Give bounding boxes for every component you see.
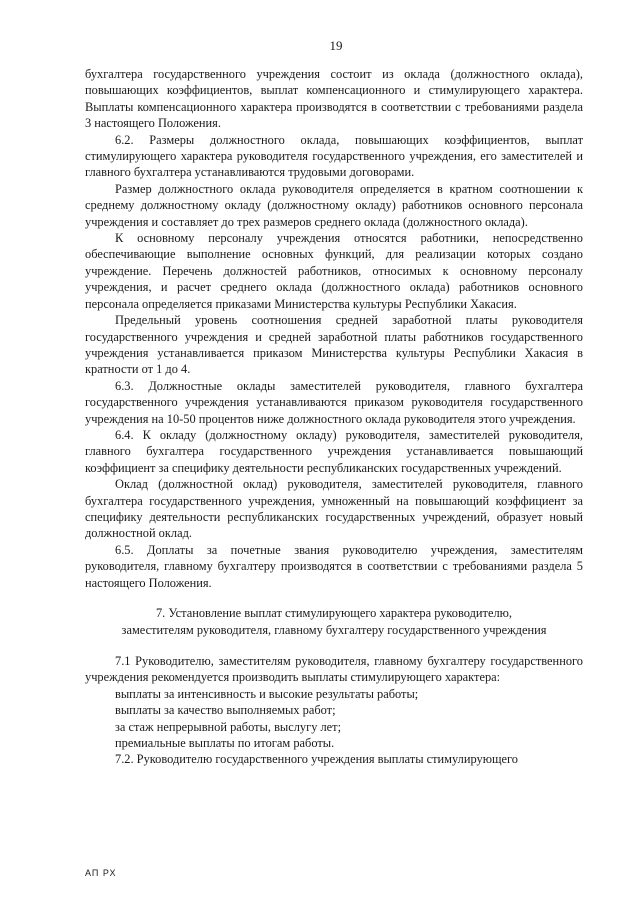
- paragraph-new-salary: Оклад (должностной оклад) руководителя, заместителей руководителя, главного бухгалтера государственного учреждения, умноженный на повышающий коэффициент за специфику деятельности республиканских государственных учреждений, образует новый должностной оклад.: [85, 477, 583, 541]
- section-heading-line2: заместителям руководителя, главному бухгалтеру государственного учреждения: [121, 623, 547, 637]
- list-item: выплаты за качество выполняемых работ;: [115, 703, 336, 718]
- paragraph-6-2: 6.2. Размеры должностного оклада, повышающих коэффициентов, выплат стимулирующего характера руководителя государственного учреждения, его заместителей и главного бухгалтера устанавливаются трудовыми договорами.: [85, 132, 583, 180]
- paragraph-7-2: 7.2. Руководителю государственного учреждения выплаты стимулирующего: [115, 752, 518, 767]
- section-7-heading: [75, 605, 593, 639]
- list-item: премиальные выплаты по итогам работы.: [115, 736, 335, 751]
- footer-stamp: АП РХ: [85, 868, 117, 878]
- paragraph-6-5: 6.5. Доплаты за почетные звания руководителю учреждения, заместителям руководителя, главному бухгалтеру производятся в соответствии с требованиями раздела 5 настоящего Положения.: [85, 542, 583, 590]
- paragraph-7-1: 7.1 Руководителю, заместителям руководителя, главному бухгалтеру государственного учреждения рекомендуется производить выплаты стимулирующего характера:: [85, 654, 583, 685]
- page-number: 19: [329, 38, 343, 53]
- list-item: выплаты за интенсивность и высокие результаты работы;: [115, 686, 419, 701]
- section-heading-line1: 7. Установление выплат стимулирующего характера руководителю,: [155, 606, 512, 620]
- paragraph-6-3: 6.3. Должностные оклады заместителей руководителя, главного бухгалтера государственного учреждения устанавливаются приказом руководителя государственного учреждения на 10-50 процентов ниже должностного оклада руководителя этого учреждения.: [85, 378, 583, 426]
- paragraph-salary-ratio: Предельный уровень соотношения средней заработной платы руководителя государственного учреждения и средней заработной платы работников государственного учреждения устанавливается приказом Министерства культуры Республики Хакасия в кратности от 1 до 4.: [85, 313, 583, 377]
- paragraph-main-staff: К основному персоналу учреждения относятся работники, непосредственно обеспечивающие выполнение основных функций, для реализации которых создано учреждение. Перечень должностей работников, относимых к основному персоналу учреждения, и расчет среднего оклада (должностного оклада) работников основного персонала определяется приказами Министерства культуры Республики Хакасия.: [85, 231, 583, 311]
- list-item: за стаж непрерывной работы, выслугу лет;: [115, 719, 342, 734]
- paragraph-continuation: бухгалтера государственного учреждения состоит из оклада (должностного оклада), повышающих коэффициентов, выплат компенсационного и стимулирующего характера. Выплаты компенсационного характера производятся в соответствии с требованиями раздела 3 настоящего Положения.: [85, 67, 583, 131]
- paragraph-6-4: 6.4. К окладу (должностному окладу) руководителя, заместителей руководителя, главного бухгалтера государственного учреждения устанавливается повышающий коэффициент за специфику деятельности республиканских государственных учреждений.: [85, 427, 583, 475]
- paragraph-head-salary: Размер должностного оклада руководителя определяется в кратном соотношении к среднему должностному окладу (должностному окладу) работников основного персонала учреждения и составляет до трех размеров среднего оклада (должностного оклада).: [85, 181, 583, 229]
